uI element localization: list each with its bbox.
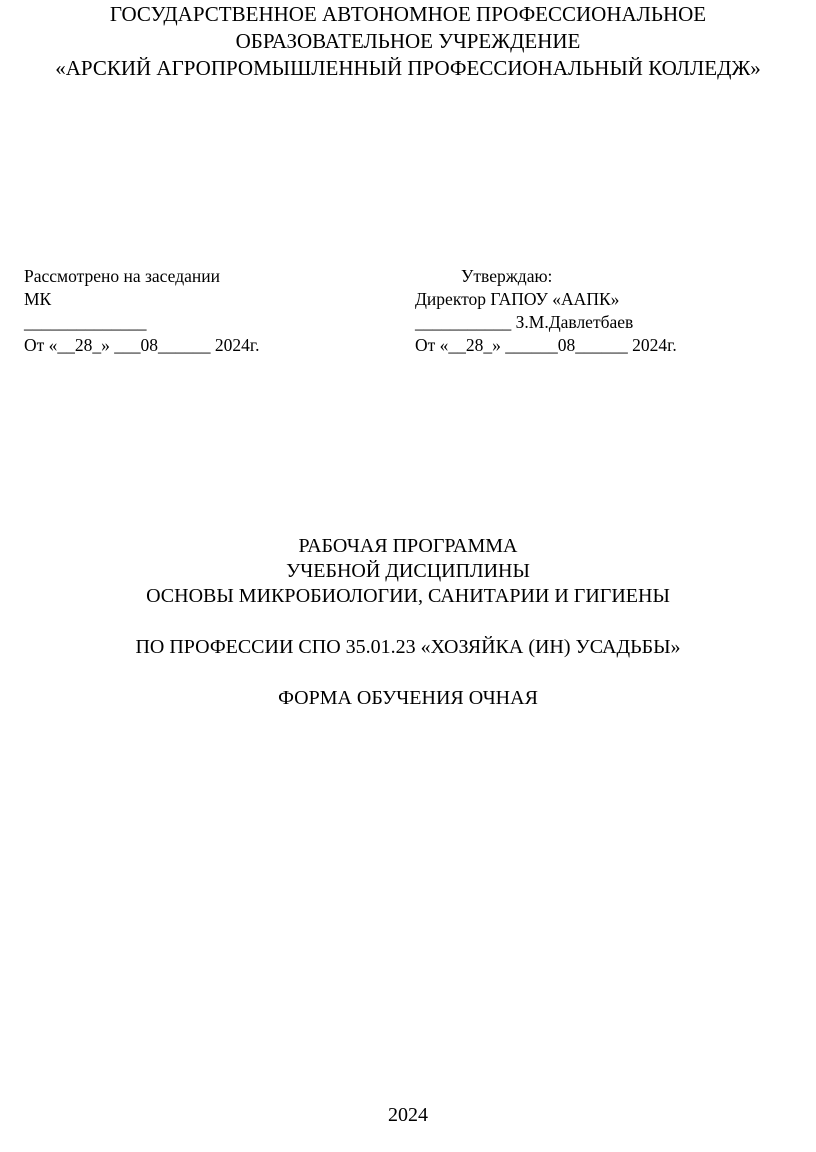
- document-year: 2024: [388, 1104, 428, 1126]
- study-form-line: ФОРМА ОБУЧЕНИЯ ОЧНАЯ: [278, 687, 538, 709]
- institution-header-line-2: ОБРАЗОВАТЕЛЬНОЕ УЧРЕЖДЕНИЕ: [235, 29, 581, 53]
- institution-header-line-3: «АРСКИЙ АГРОПРОМЫШЛЕННЫЙ ПРОФЕССИОНАЛЬНЫЙ КОЛЛЕДЖ»: [55, 56, 761, 80]
- considered-date: От «__28_» ___08______ 2024г.: [24, 335, 260, 355]
- profession-line: ПО ПРОФЕССИИ СПО 35.01.23 «ХОЗЯЙКА (ИН) УСАДЬБЫ»: [135, 636, 681, 658]
- discipline-name: ОСНОВЫ МИКРОБИОЛОГИИ, САНИТАРИИ И ГИГИЕНЫ: [146, 585, 670, 607]
- director-signature-line: ___________ З.М.Давлетбаев: [415, 312, 634, 332]
- director-title: Директор ГАПОУ «ААПК»: [415, 289, 620, 309]
- commission-label: МК: [24, 289, 52, 309]
- institution-header-line-1: ГОСУДАРСТВЕННОЕ АВТОНОМНОЕ ПРОФЕССИОНАЛЬНОЕ: [109, 2, 707, 26]
- discipline-label: УЧЕБНОЙ ДИСЦИПЛИНЫ: [286, 560, 530, 582]
- approval-date: От «__28_» ______08______ 2024г.: [415, 335, 677, 355]
- program-title: РАБОЧАЯ ПРОГРАММА: [298, 535, 518, 557]
- approval-label: Утверждаю:: [461, 266, 553, 286]
- commission-signature-line: ______________: [24, 312, 147, 332]
- considered-label: Рассмотрено на заседании: [24, 266, 220, 286]
